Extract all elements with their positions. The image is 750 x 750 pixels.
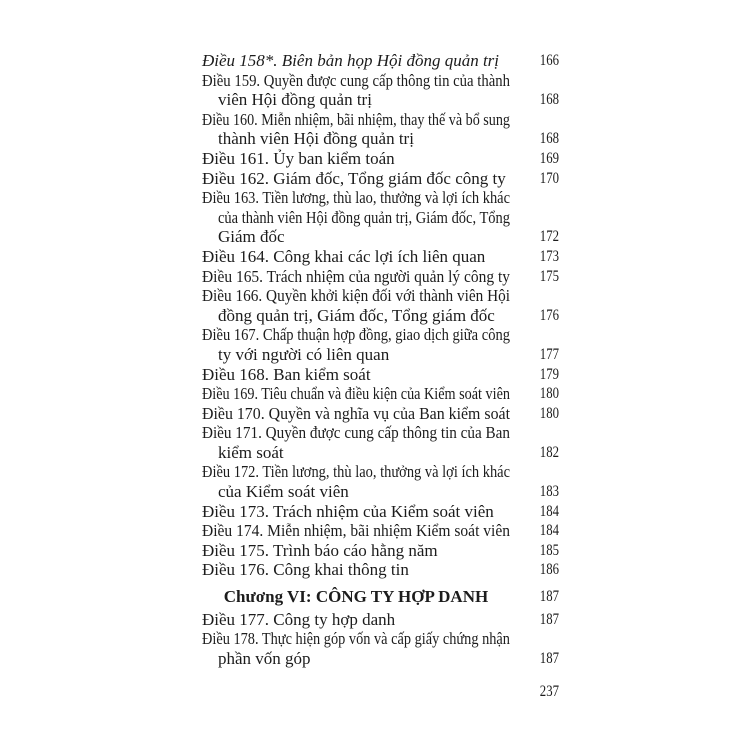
toc-entry-text: Điều 164. Công khai các lợi ích liên quan xyxy=(202,246,486,266)
toc-entry-text-line xyxy=(202,149,510,169)
toc-entry-text: Điều 159. Quyền được cung cấp thông tin của thành xyxy=(202,70,511,90)
toc-entry-text: Điều 177. Công ty hợp danh xyxy=(202,609,396,629)
toc-entry xyxy=(202,51,559,71)
toc-entry-page-number: 168 xyxy=(539,130,559,148)
toc-entry-text-line xyxy=(202,649,510,669)
toc-entry xyxy=(202,423,559,462)
toc-entry xyxy=(202,286,559,325)
toc-entry-text-line xyxy=(202,560,510,580)
toc-entry-text: ty với người có liên quan xyxy=(218,344,390,364)
toc-entry-page-number: 173 xyxy=(539,247,559,265)
toc-entry-text-line xyxy=(202,188,510,208)
toc-entry-page-number: 179 xyxy=(539,365,559,383)
toc-entry-text: của thành viên Hội đồng quản trị, Giám đốc, Tổng xyxy=(218,207,510,227)
toc-entry xyxy=(202,629,559,668)
toc-entry-text: Điều 171. Quyền được cung cấp thông tin của Ban xyxy=(202,423,511,443)
toc-entry-text: Điều 175. Trình báo cáo hằng năm xyxy=(202,540,438,560)
toc-entry xyxy=(202,462,559,501)
toc-entry xyxy=(202,541,559,561)
toc-entry-text-line xyxy=(202,306,510,326)
toc-entry-page-number: 180 xyxy=(539,385,559,403)
toc-entry-page-number: 182 xyxy=(539,443,559,461)
toc-entry-page-number: 187 xyxy=(539,610,559,628)
toc-entry xyxy=(202,404,559,424)
toc-entry-text: Điều 170. Quyền và nghĩa vụ của Ban kiểm soát xyxy=(202,403,510,423)
toc-entry-page-number: 168 xyxy=(539,91,559,109)
toc-entry-text-line xyxy=(202,521,510,541)
toc-entry-text-line xyxy=(202,423,510,443)
toc-entry-text: Chương VI: CÔNG TY HỢP DANH xyxy=(223,587,489,607)
toc-entry xyxy=(202,169,559,189)
toc-entry-text: Điều 166. Quyền khởi kiện đối với thành viên Hội xyxy=(202,286,510,306)
toc-entry xyxy=(202,71,559,110)
toc-entry-text-line xyxy=(202,384,510,404)
toc-entry xyxy=(202,365,559,385)
toc-entry-text: Điều 162. Giám đốc, Tổng giám đốc công ty xyxy=(202,168,506,188)
toc-entry-text: Điều 165. Trách nhiệm của người quản lý công ty xyxy=(202,266,511,286)
toc-entry-text-line xyxy=(202,169,510,189)
toc-entry-page-number: 184 xyxy=(539,502,559,520)
toc-entry-text: viên Hội đồng quản trị xyxy=(218,90,372,110)
toc-entry-text: Điều 163. Tiền lương, thù lao, thưởng và lợi ích khác xyxy=(202,188,511,208)
toc-entry-text-line xyxy=(202,365,510,385)
toc-entry-page-number: 180 xyxy=(539,404,559,422)
toc-entry-page-number: 175 xyxy=(539,267,559,285)
toc-entry-page-number: 166 xyxy=(539,52,559,69)
toc-entry-page-number: 170 xyxy=(539,169,559,187)
toc-entry-text: Điều 172. Tiền lương, thù lao, thưởng và lợi ích khác xyxy=(202,462,511,482)
toc-entry-text: Điều 176. Công khai thông tin xyxy=(202,560,409,580)
toc-entry-page-number: 183 xyxy=(539,483,559,501)
toc-entry-text-line xyxy=(202,71,510,91)
toc-entry-text-line xyxy=(202,90,510,110)
toc-entry xyxy=(202,502,559,522)
toc-entry-text-line xyxy=(202,325,510,345)
toc-entry-text: phần vốn góp xyxy=(218,648,311,668)
toc-entry-page-number: 184 xyxy=(539,522,559,540)
toc-entry-text-line xyxy=(202,227,510,247)
toc-entry xyxy=(202,149,559,169)
toc-entry-text-line xyxy=(202,267,510,287)
toc-entry-text-line xyxy=(202,482,510,502)
toc-entry-text: Điều 169. Tiêu chuẩn và điều kiện của Kiểm soát viên xyxy=(202,384,511,404)
toc-entry-text: Giám đốc xyxy=(218,227,285,247)
footer-page-number: 237 xyxy=(539,683,559,700)
toc-entry xyxy=(202,384,559,404)
toc-entry-page-number: 172 xyxy=(539,228,559,246)
toc-entry-text-line xyxy=(202,110,510,130)
table-of-contents xyxy=(202,51,559,668)
toc-entry-text: Điều 174. Miễn nhiệm, bãi nhiệm Kiểm soát viên xyxy=(202,521,511,541)
toc-entry-text: Điều 168. Ban kiểm soát xyxy=(202,364,371,384)
toc-entry-text: Điều 173. Trách nhiệm của Kiểm soát viên xyxy=(202,501,494,521)
toc-entry-page-number: 177 xyxy=(539,345,559,363)
toc-entry-page-number: 187 xyxy=(539,649,559,667)
toc-entry xyxy=(202,325,559,364)
toc-entry xyxy=(202,110,559,149)
toc-entry xyxy=(202,610,559,630)
toc-entry-text-line xyxy=(202,247,510,267)
toc-entry xyxy=(202,521,559,541)
toc-entry-text-line xyxy=(202,208,510,228)
toc-entry-text-line xyxy=(202,286,510,306)
toc-entry-text-line xyxy=(202,404,510,424)
toc-entry-text: Điều 160. Miễn nhiệm, bãi nhiệm, thay thế và bổ sung xyxy=(202,109,511,129)
toc-entry xyxy=(202,188,559,247)
toc-entry-text-line xyxy=(202,629,510,649)
toc-entry-text-line xyxy=(202,51,510,71)
toc-entry-text-line xyxy=(202,462,510,482)
toc-entry-text: Điều 178. Thực hiện góp vốn và cấp giấy chứng nhận xyxy=(202,629,510,649)
toc-entry-text: Điều 158*. Biên bản họp Hội đồng quản trị xyxy=(202,51,500,70)
toc-entry-text: Điều 167. Chấp thuận hợp đồng, giao dịch giữa công xyxy=(202,325,510,345)
toc-chapter-heading xyxy=(202,587,559,607)
toc-entry-text-line xyxy=(202,129,510,149)
toc-entry-text-line xyxy=(202,587,510,607)
toc-entry-text: đồng quản trị, Giám đốc, Tổng giám đốc xyxy=(218,305,495,325)
toc-entry-page-number: 176 xyxy=(539,306,559,324)
toc-entry xyxy=(202,247,559,267)
toc-entry-text: của Kiểm soát viên xyxy=(218,482,349,502)
toc-entry-text-line xyxy=(202,443,510,463)
toc-entry xyxy=(202,267,559,287)
toc-entry-text: Điều 161. Ủy ban kiểm toán xyxy=(202,148,395,168)
toc-entry xyxy=(202,560,559,580)
toc-entry-text: kiểm soát xyxy=(218,442,284,462)
toc-entry-page-number: 187 xyxy=(539,588,559,606)
toc-entry-text-line xyxy=(202,345,510,365)
toc-entry-page-number: 169 xyxy=(539,149,559,167)
toc-entry-text-line xyxy=(202,502,510,522)
toc-entry-page-number: 186 xyxy=(539,561,559,579)
toc-entry-text-line xyxy=(202,541,510,561)
toc-entry-page-number: 185 xyxy=(539,541,559,559)
toc-entry-text-line xyxy=(202,610,510,630)
toc-entry-text: thành viên Hội đồng quản trị xyxy=(218,129,414,149)
